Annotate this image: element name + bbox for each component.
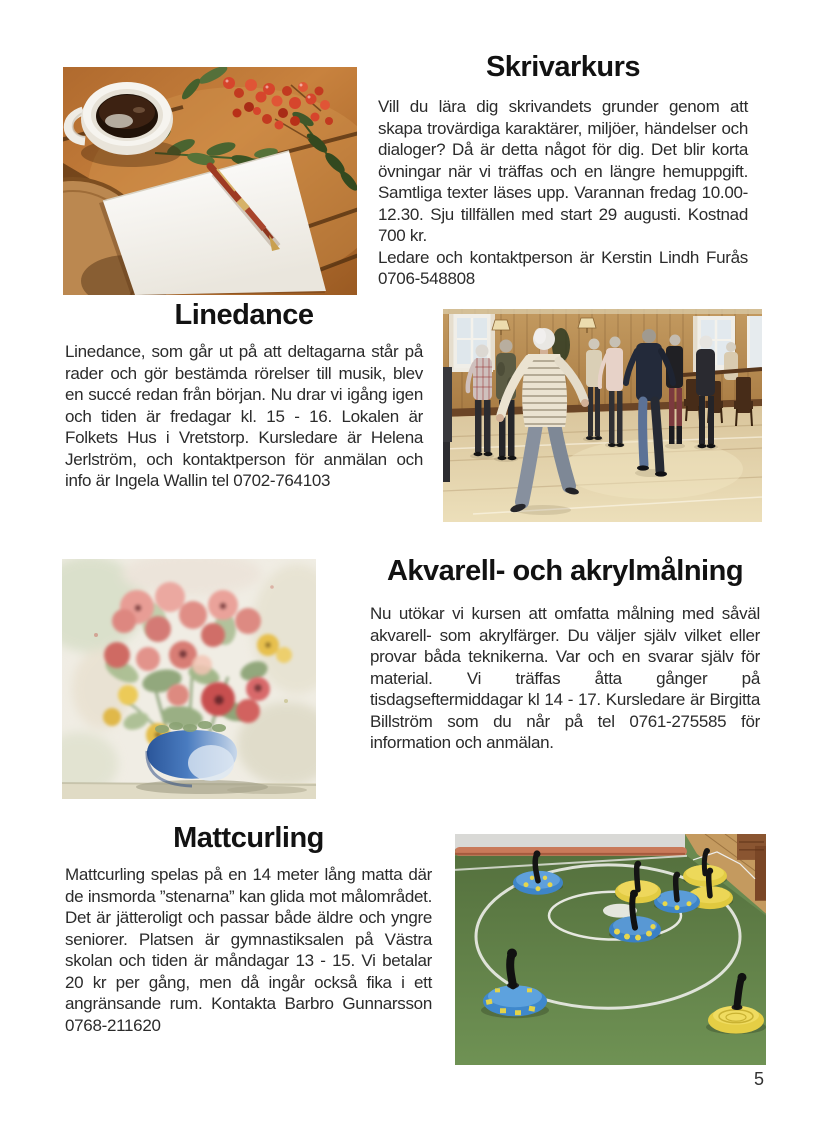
skrivarkurs-title: Skrivarkurs <box>485 51 641 83</box>
linedance-body: Linedance, som går ut på att deltagarna står på rader och gör bestämda rörelser till musik, blev en succé redan från början. Nu drar vi igång igen och tiden är fredagar kl. 15 - 16. Lokalen är Folkets Hus i Vretstorp. Kursledare är Helena Jerlström, och kontaktperson för anmälan och info är Ingela Wallin tel 0702-764103 <box>65 342 423 490</box>
linedance-illustration <box>443 309 762 522</box>
mattcurling-title: Mattcurling <box>173 822 324 854</box>
akvarell-body: Nu utökar vi kursen att omfatta målning med såväl akvarell- som akrylfärger. Du väljer själv vilket eller provar båda teknikerna. Var och en svarar själv för material. Vi träffas åtta gånger på tisdagseftermiddagar kl 14 - 17. Kursledare är Birgitta Billström som du når på tel 0761-275585 för information och anmälan. <box>370 604 760 752</box>
coffee-and-paper-photo <box>63 67 357 295</box>
mattcurling-illustration <box>455 834 766 1065</box>
mattcurling-photo <box>455 834 766 1065</box>
section-skrivarkurs <box>378 50 748 290</box>
watercolor-painting-photo <box>62 559 316 799</box>
page-number: 5 <box>753 1069 764 1089</box>
mattcurling-body: Mattcurling spelas på en 14 meter lång matta där de insmorda ”stenarna” kan glida mot målområdet. Det är jätteroligt och passar både äldre och yngre seniorer. Platsen är gymnastiksalen på Västra skolan och tiden är måndagar 13 - 15. Vi betalar 20 kr per gång, men då ingår också fika i ett angränsande rum. Kontakta Barbro Gunnarsson 0768-211620 <box>65 865 432 1035</box>
linedance-title: Linedance <box>174 299 314 331</box>
coffee-and-paper-illustration <box>63 67 357 295</box>
akvarell-title: Akvarell- och akrylmålning <box>386 555 744 587</box>
watercolor-flowers-illustration <box>62 559 316 799</box>
dancer-background-beige-right <box>724 342 738 380</box>
skrivarkurs-contact: Ledare och kontaktperson är Kerstin Lindh Furås 0706-548808 <box>378 247 748 288</box>
section-mattcurling <box>65 821 432 1036</box>
skrivarkurs-body: Vill du lära dig skrivandets grunder genom att skapa trovärdiga karaktärer, miljöer, händelser och dialoger? Då är detta något för dig. Det blir korta övningar när vi träffas och en längre hemuppgift. Samtliga texter läses upp. Varannan fredag 10.00-12.30. Sju tillfällen med start 29 augusti. Kostnad 700 kr. <box>378 97 748 245</box>
linedance-photo <box>443 309 762 522</box>
section-akvarell <box>370 554 760 754</box>
section-linedance <box>65 298 423 492</box>
